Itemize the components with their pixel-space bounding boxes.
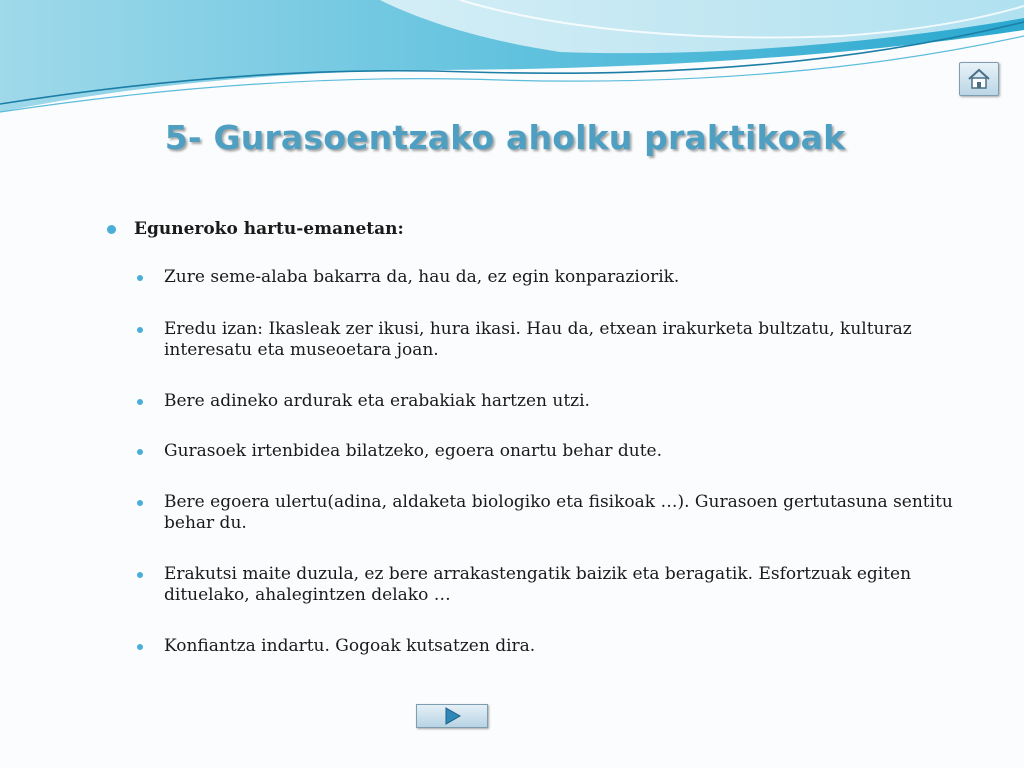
list-item-text: Eredu izan: Ikasleak zer ikusi, hura ikasi. Hau da, etxean irakurketa bultzatu, kulturaz interesatu eta museoetara joan. <box>164 319 912 360</box>
bullet-dot-icon <box>137 572 143 578</box>
bullet-dot-icon <box>137 327 143 333</box>
list-item <box>164 564 964 606</box>
list-item-text: Bere egoera ulertu(adina, aldaketa biologiko eta fisikoak …). Gurasoen gertutasuna sentitu behar du. <box>164 492 953 533</box>
list-item <box>164 391 964 412</box>
list-item <box>164 636 964 657</box>
home-icon <box>967 68 991 90</box>
section-heading-item <box>134 218 404 240</box>
play-triangle-icon <box>441 707 463 725</box>
list-item-text: Erakutsi maite duzula, ez bere arrakastengatik baizik eta beragatik. Esfortzuak egiten dituelako, ahalegintzen delako … <box>164 564 912 605</box>
list-item-text: Bere adineko ardurak eta erabakiak hartzen utzi. <box>164 391 590 411</box>
bullet-dot-icon <box>137 275 143 281</box>
list-item <box>164 492 964 534</box>
list-item-text: Gurasoek irtenbidea bilatzeko, egoera onartu behar dute. <box>164 441 663 461</box>
list-item-text: Zure seme-alaba bakarra da, hau da, ez egin konparaziorik. <box>164 267 680 287</box>
slide-title: 5- Gurasoentzako aholku praktikoak <box>164 118 846 157</box>
decorative-wave-header <box>0 0 1024 130</box>
next-slide-button[interactable] <box>416 704 488 728</box>
bullet-dot-icon <box>107 225 116 234</box>
home-button[interactable] <box>959 62 999 96</box>
list-item <box>164 441 964 462</box>
bullet-dot-icon <box>137 449 143 455</box>
list-item-text: Konfiantza indartu. Gogoak kutsatzen dira. <box>164 636 536 656</box>
bullet-dot-icon <box>137 644 143 650</box>
list-item <box>164 319 964 361</box>
bullet-dot-icon <box>137 399 143 405</box>
section-heading: Eguneroko hartu-emanetan: <box>134 219 404 239</box>
bullet-dot-icon <box>137 500 143 506</box>
list-item <box>164 267 964 288</box>
